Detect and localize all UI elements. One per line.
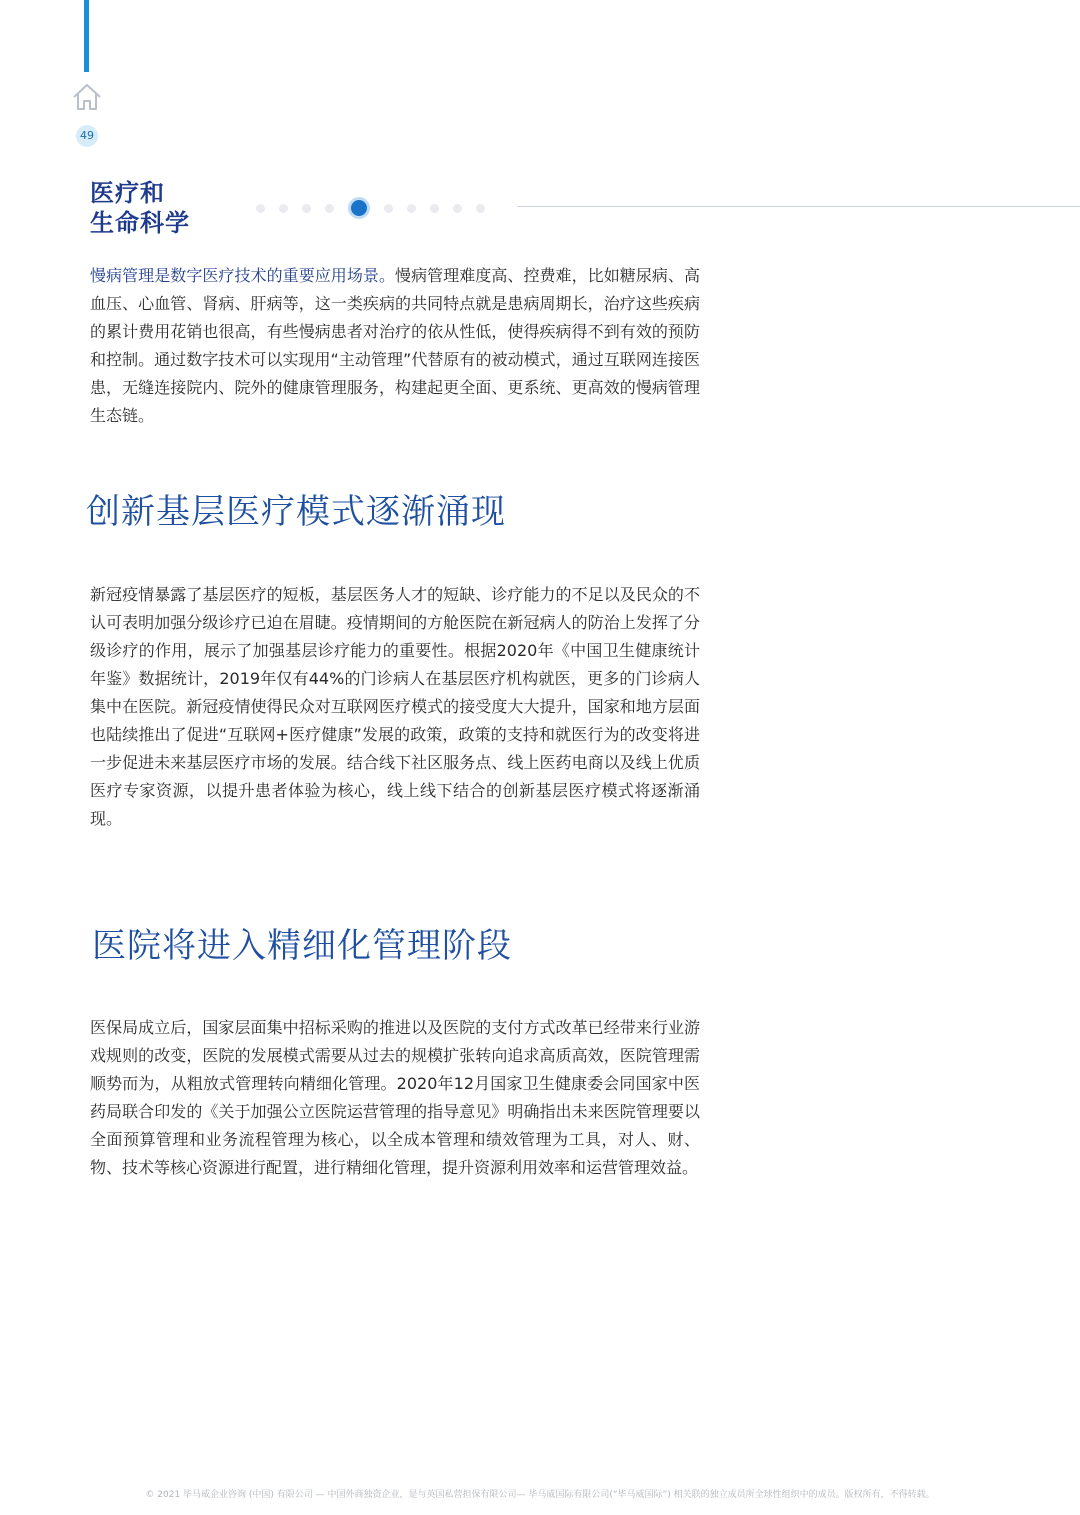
paragraph-hospital-management: 医保局成立后，国家层面集中招标采购的推进以及医院的支付方式改革已经带来行业游戏规则的改变，医院的发展模式需要从过去的规模扩张转向追求高质高效，医院管理需顺势而为，从粗放式管理转向精细化管理。2020年12月国家卫生健康委会同国家中医药局联合印发的《关于加强公立医院运营管理的指导意见》明确指出未来医院管理要以全面预算管理和业务流程管理为核心，以全成本管理和绩效管理为工具，对人、财、物、技术等核心资源进行配置，进行精细化管理，提升资源利用效率和运营管理效益。	[90, 1018, 700, 1177]
pager-dot-4[interactable]	[325, 204, 334, 213]
intro-paragraph	[90, 262, 700, 430]
copyright-footer: © 2021 毕马威企业咨询 (中国) 有限公司 — 中国外商独资企业，是与英国私营担保有限公司— 毕马威国际有限公司(“毕马威国际”) 相关联的独立成员所全球性组织中的成员。版权所有，不得转载。	[145, 1490, 935, 1500]
home-icon[interactable]	[70, 80, 104, 114]
paragraph-primary-care: 新冠疫情暴露了基层医疗的短板，基层医务人才的短缺、诊疗能力的不足以及民众的不认可表明加强分级诊疗已迫在眉睫。疫情期间的方舱医院在新冠病人的防治上发挥了分级诊疗的作用，展示了加强基层诊疗能力的重要性。根据2020年《中国卫生健康统计年鉴》数据统计，2019年仅有44%的门诊病人在基层医疗机构就医，更多的门诊病人集中在医院。新冠疫情使得民众对互联网医疗模式的接受度大大提升，国家和地方层面也陆续推出了促进“互联网+医疗健康”发展的政策，政策的支持和就医行为的改变将进一步促进未来基层医疗市场的发展。结合线下社区服务点、线上医药电商以及线上优质医疗专家资源，以提升患者体验为核心，线上线下结合的创新基层医疗模式将逐渐涌现。	[90, 585, 700, 828]
section-title-line1: 医疗和	[90, 179, 165, 207]
heading-hospital-management: 医院将进入精细化管理阶段	[92, 926, 512, 966]
pager-dot-9[interactable]	[453, 204, 462, 213]
top-accent-bar	[84, 0, 89, 72]
pager-dot-3[interactable]	[302, 204, 311, 213]
pager-dot-7[interactable]	[407, 204, 416, 213]
pager-dot-10[interactable]	[476, 204, 485, 213]
intro-lead: 慢病管理是数字医疗技术的重要应用场景。	[90, 266, 396, 285]
pager-dot-8[interactable]	[430, 204, 439, 213]
section-title-line2: 生命科学	[90, 209, 190, 237]
section-title	[90, 178, 190, 238]
header-divider	[517, 206, 1080, 207]
pager-dot-2[interactable]	[279, 204, 288, 213]
pager-dot-5[interactable]	[348, 197, 370, 219]
section-pager	[256, 198, 499, 218]
pager-dot-1[interactable]	[256, 204, 265, 213]
intro-body: 慢病管理难度高、控费难，比如糖尿病、高血压、心血管、肾病、肝病等，这一类疾病的共同特点就是患病周期长，治疗这些疾病的累计费用花销也很高，有些慢病患者对治疗的依从性低，使得疾病得不到有效的预防和控制。通过数字技术可以实现用“主动管理”代替原有的被动模式，通过互联网连接医患，无缝连接院内、院外的健康管理服务，构建起更全面、更系统、更高效的慢病管理生态链。	[90, 266, 700, 425]
heading-primary-care: 创新基层医疗模式逐渐涌现	[86, 492, 506, 532]
pager-dot-6[interactable]	[384, 204, 393, 213]
page-number-badge: 49	[76, 125, 98, 147]
